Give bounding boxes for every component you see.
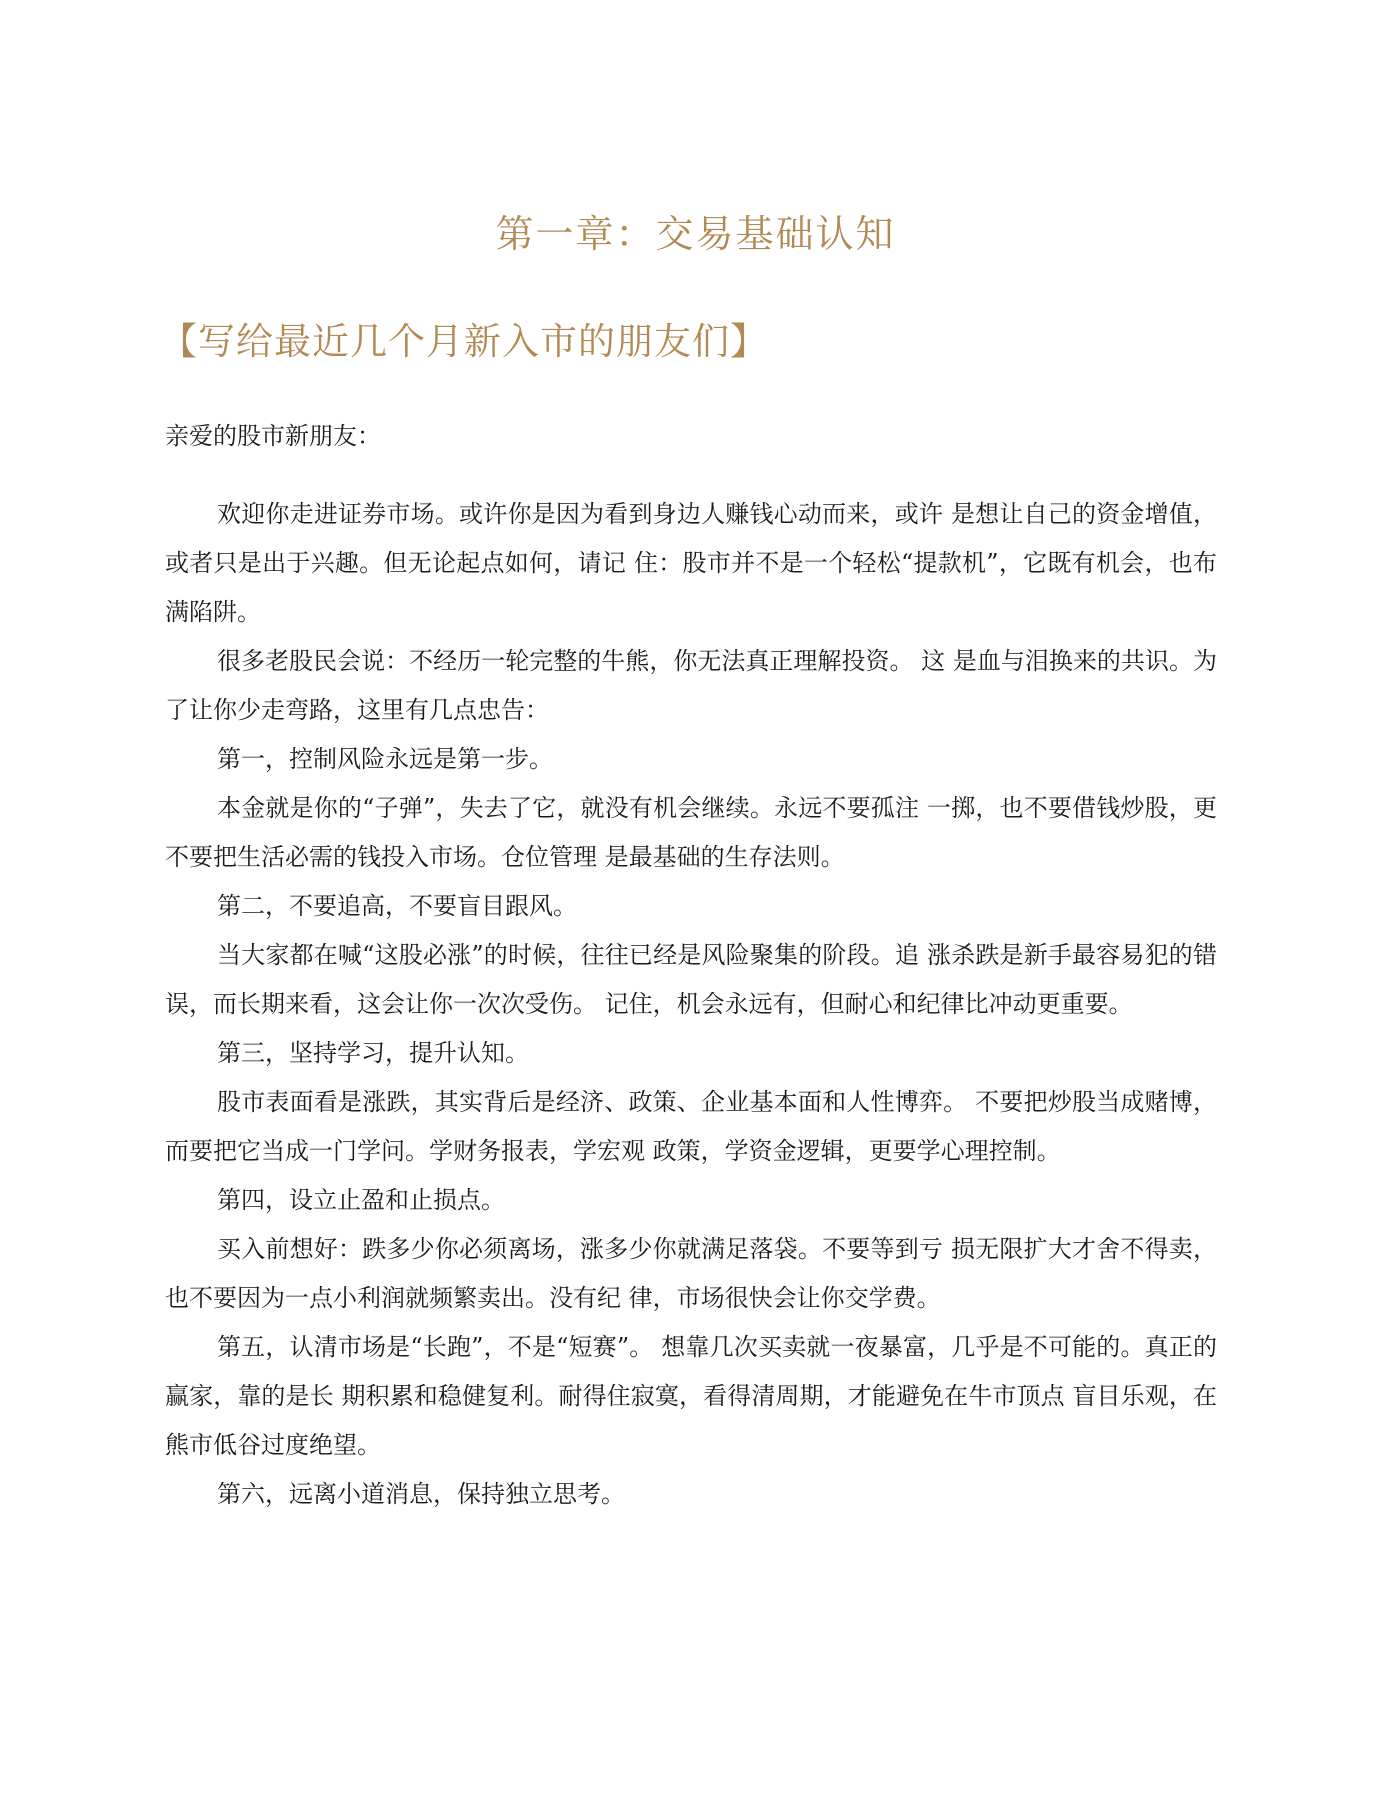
paragraph: 很多老股民会说：不经历一轮完整的牛熊，你无法真正理解投资。 这 是血与泪换来的共识。为了让你少走弯路，这里有几点忠告： — [165, 647, 1217, 724]
paragraph: 买入前想好：跌多少你必须离场，涨多少你就满足落袋。不要等到亏 损无限扩大才舍不得卖，也不要因为一点小利润就频繁卖出。没有纪 律，市场很快会让你交学费。 — [165, 1235, 1217, 1312]
paragraph: 第一，控制风险永远是第一步。 — [217, 745, 553, 773]
paragraph: 本金就是你的“子弹”，失去了它，就没有机会继续。永远不要孤注 一掷，也不要借钱炒股，更不要把生活必需的钱投入市场。仓位管理 是最基础的生存法则。 — [165, 794, 1217, 871]
section-title: 【写给最近几个月新入市的朋友们】 — [160, 320, 768, 363]
paragraph: 股市表面看是涨跌，其实背后是经济、政策、企业基本面和人性博弈。 不要把炒股当成赌博，而要把它当成一门学问。学财务报表，学宏观 政策，学资金逻辑，更要学心理控制。 — [165, 1088, 1217, 1165]
paragraph: 欢迎你走进证券市场。或许你是因为看到身边人赚钱心动而来，或许 是想让自己的资金增值，或者只是出于兴趣。但无论起点如何，请记 住：股市并不是一个轻松“提款机”，它既有机会，也布满陷阱。 — [165, 500, 1217, 626]
paragraph: 第六，远离小道消息，保持独立思考。 — [217, 1480, 625, 1508]
paragraph: 当大家都在喊“这股必涨”的时候，往往已经是风险聚集的阶段。追 涨杀跌是新手最容易犯的错误，而长期来看，这会让你一次次受伤。 记住，机会永远有，但耐心和纪律比冲动更重要。 — [165, 941, 1217, 1018]
paragraph: 第四，设立止盈和止损点。 — [217, 1186, 505, 1214]
greeting: 亲爱的股市新朋友： — [165, 422, 381, 450]
paragraph: 第三，坚持学习，提升认知。 — [217, 1039, 529, 1067]
chapter-title: 第一章：交易基础认知 — [495, 212, 896, 256]
paragraph: 第二，不要追高，不要盲目跟风。 — [217, 892, 577, 920]
body-text — [165, 490, 1217, 1519]
paragraph: 第五，认清市场是“长跑”，不是“短赛”。 想靠几次买卖就一夜暴富，几乎是不可能的。真正的赢家，靠的是长 期积累和稳健复利。耐得住寂寞，看得清周期，才能避免在牛市顶点 盲目乐观，在熊市低谷过度绝望。 — [165, 1333, 1217, 1459]
